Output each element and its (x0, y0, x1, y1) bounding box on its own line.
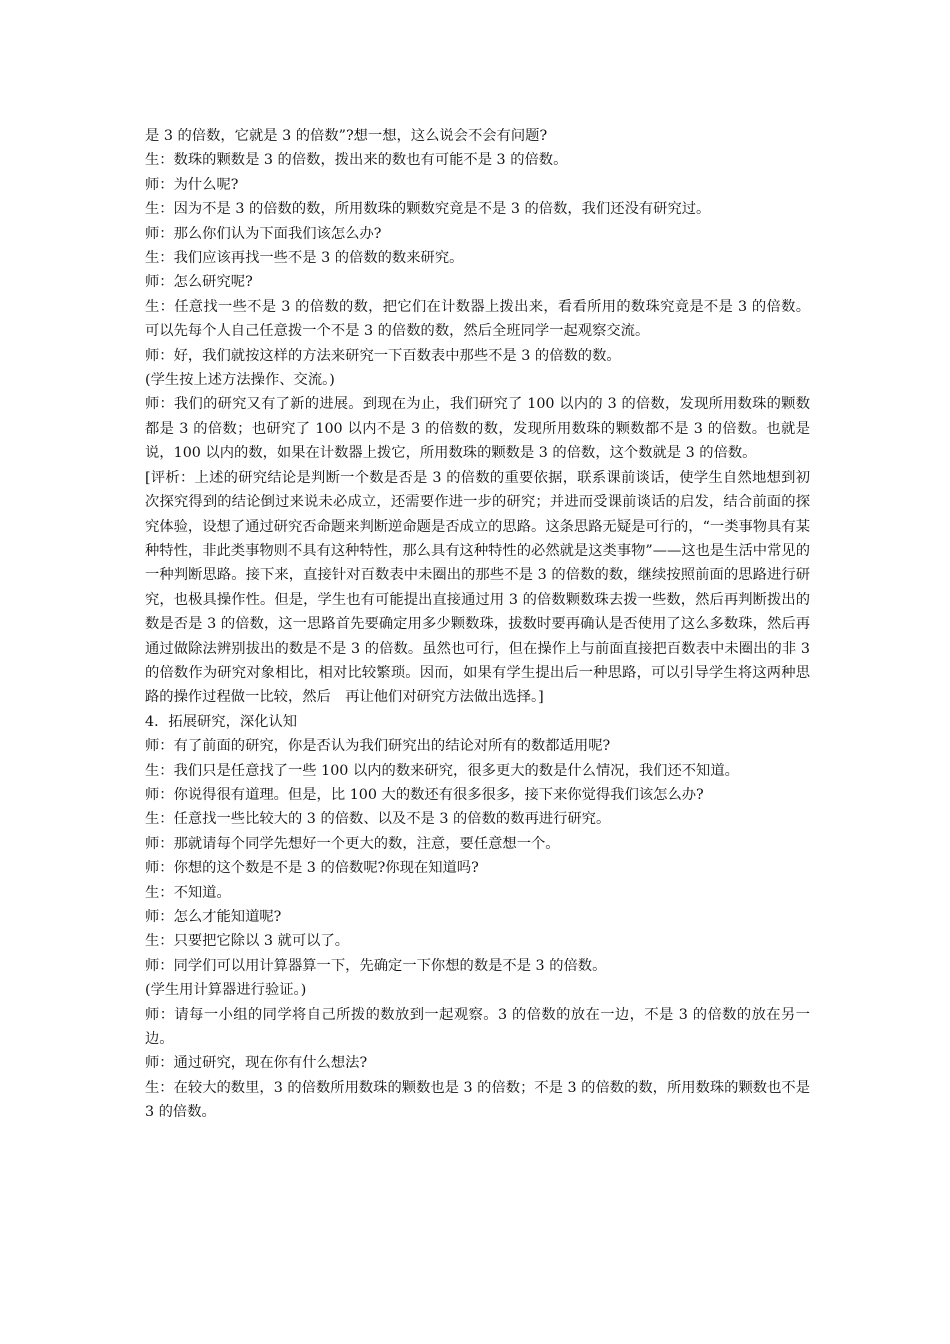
paragraph-19: 师：你想的这个数是不是 3 的倍数呢?你现在知道吗? (145, 860, 479, 877)
paragraph-3: 师：为什么呢? (145, 176, 239, 193)
paragraph-21: 师：怎么才能知道呢? (145, 909, 282, 925)
paragraph-4: 生：因为不是 3 的倍数的数，所用数珠的颗数究竟是不是 3 的倍数，我们还没有研究过。 (145, 201, 711, 218)
document-page (145, 124, 810, 1125)
paragraph-23: 师：同学们可以用计算器算一下，先确定一下你想的数是不是 3 的倍数。 (145, 957, 607, 974)
paragraph-10: (学生按上述方法操作、交流。) (145, 372, 335, 389)
paragraph-7: 师：怎么研究呢? (145, 274, 253, 291)
paragraph-18: 师：那就请每个同学先想好一个更大的数，注意，要任意想一个。 (145, 835, 560, 852)
paragraph-27: 生：在较大的数里，3 的倍数所用数珠的颗数也是 3 的倍数；不是 3 的倍数的数，所用数珠的颗数也不是 3 的倍数。 (145, 1079, 810, 1121)
paragraph-6: 生：我们应该再找一些不是 3 的倍数的数来研究。 (145, 250, 464, 267)
paragraph-9: 师：好，我们就按这样的方法来研究一下百数表中那些不是 3 的倍数的数。 (145, 347, 621, 364)
section-heading: 4．拓展研究，深化认知 (145, 713, 298, 730)
paragraph-11: 师：我们的研究又有了新的进展。到现在为止，我们研究了 100 以内的 3 的倍数，发现所用数珠的颗数都是 3 的倍数；也研究了 100 以内不是 3 的倍数的数，发现所用数珠的颗数都不是 3 的倍数。也就是说，100 以内的数，如果在计数器上拨它，所用数珠的颗数是 3 的倍数，这个数就是 3 的倍数。 (145, 396, 810, 462)
paragraph-16: 师：你说得很有道理。但是，比 100 大的数还有很多很多，接下来你觉得我们该怎么办? (145, 786, 704, 803)
paragraph-25: 师：请每一小组的同学将自己所拨的数放到一起观察。3 的倍数的放在一边，不是 3 的倍数的放在另一边。 (145, 1006, 810, 1048)
paragraph-17: 生：任意找一些比较大的 3 的倍数、以及不是 3 的倍数的数再进行研究。 (145, 811, 611, 828)
paragraph-8: 生：任意找一些不是 3 的倍数的数，把它们在计数器上拨出来，看看所用的数珠究竟是不是 3 的倍数。可以先每个人自己任意拨一个不是 3 的倍数的数，然后全班同学一起观察交流。 (145, 298, 810, 340)
paragraph-20: 生：不知道。 (145, 884, 231, 901)
paragraph-1: 是 3 的倍数，它就是 3 的倍数”?想一想，这么说会不会有问题? (145, 128, 548, 144)
paragraph-22: 生：只要把它除以 3 就可以了。 (145, 933, 350, 950)
paragraph-2: 生：数珠的颗数是 3 的倍数，拨出来的数也有可能不是 3 的倍数。 (145, 152, 568, 169)
paragraph-14: 师：有了前面的研究，你是否认为我们研究出的结论对所有的数都适用呢? (145, 738, 611, 755)
paragraph-5: 师：那么你们认为下面我们该怎么办? (145, 225, 382, 242)
paragraph-15: 生：我们只是任意找了一些 100 以内的数来研究，很多更大的数是什么情况，我们还不知道。 (145, 762, 739, 779)
paragraph-24: (学生用计算器进行验证。) (145, 982, 307, 999)
paragraph-26: 师：通过研究，现在你有什么想法? (145, 1055, 368, 1072)
commentary-paragraph: [评析：上述的研究结论是判断一个数是否是 3 的倍数的重要依据，联系课前谈话，使学生自然地想到初次探究得到的结论倒过来说未必成立，还需要作进一步的研究；并进而受课前谈话的启发，结合前面的探究体验，设想了通过研究否命题来判断逆命题是否成立的思路。这条思路无疑是可行的，“一类事物具有某种特性，非此类事物则不具有这种特性，那么具有这种特性的必然就是这类事物”——这也是生活中常见的一种判断思路。接下来，直接针对百数表中未圈出的那些不是 3 的倍数的数，继续按照前面的思路进行研究，也极具操作性。但是，学生也有可能提出直接通过用 3 的倍数颗数珠去拨一些数，然后再判断拨出的数是否是 3 的倍数，这一思路首先要确定用多少颗数珠，拔数时要再确认是否使用了这么多数珠，然后再通过做除法辨别拔出的数是不是 3 的倍数。虽然也可行，但在操作上与前面直接把百数表中未圈出的非 3 的倍数作为研究对象相比，相对比较繁琐。因而，如果有学生提出后一种思路，可以引导学生将这两种思路的操作过程做一比较，然后 再让他们对研究方法做出选择。] (145, 469, 810, 706)
